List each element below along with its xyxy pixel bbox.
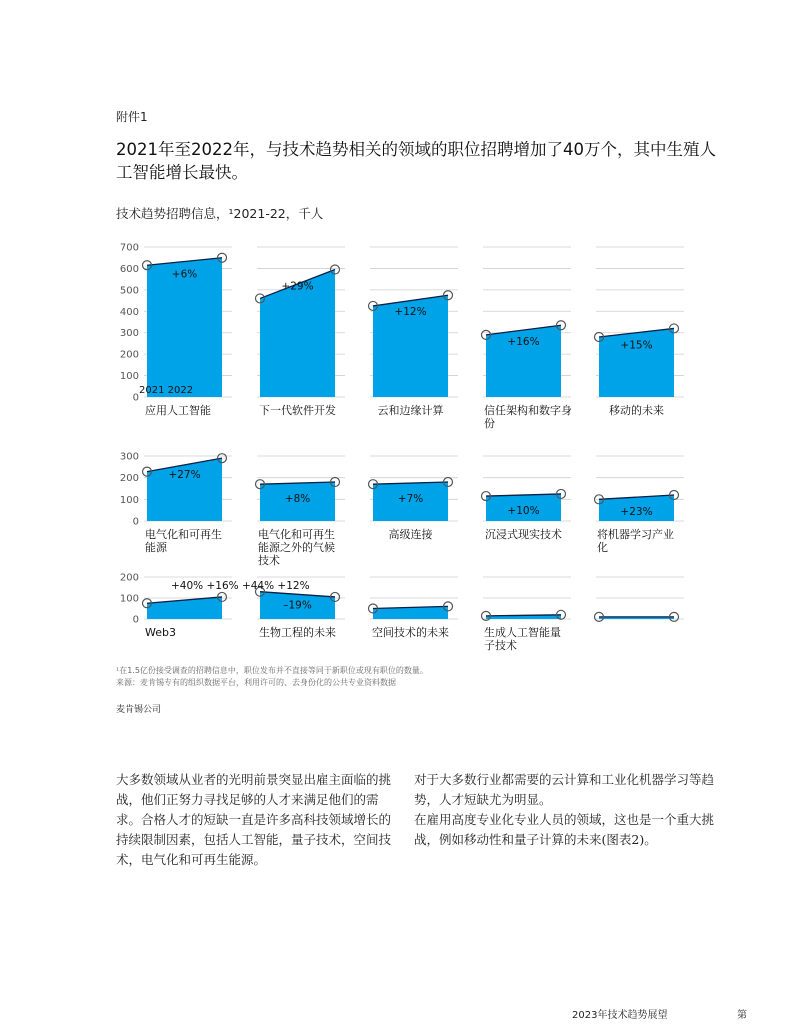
body-paragraph: 大多数领域从业者的光明前景突显出雇主面临的挑战，他们正努力寻找足够的人才来满足他们的需求。合格人才的短缺一直是许多高科技领域增长的持续限制因素，包括人工智能，量子技术，空间技术，电气化和可再生能源。	[116, 772, 392, 867]
change-labels-annotation: +40% +16% +44% +12%	[171, 580, 310, 592]
y-tick-label: 0	[132, 516, 139, 528]
change-label: +12%	[394, 306, 427, 319]
change-label: +7%	[397, 493, 424, 505]
y-tick-label: 0	[132, 392, 139, 404]
y-tick-label: 600	[119, 263, 139, 275]
y-tick-label: 300	[119, 328, 139, 340]
panel-label: Web3	[145, 626, 176, 639]
body-text-left	[116, 770, 394, 870]
change-label: +10%	[507, 504, 540, 517]
y-tick-label: 500	[119, 285, 139, 297]
change-label: +6%	[171, 268, 198, 281]
footnote	[116, 665, 736, 689]
change-label: +23%	[620, 506, 653, 518]
panel-label: 电气化和可再生	[145, 528, 222, 541]
area-fill	[147, 458, 222, 521]
y-tick-label: 200	[119, 349, 139, 361]
panel-label: 高级连接	[388, 528, 433, 541]
chart-subtitle: 技术趋势招聘信息，¹2021-22，千人	[116, 206, 324, 221]
change-label: +8%	[284, 493, 311, 505]
panel-label: 移动的未来	[609, 404, 664, 417]
change-label: +16%	[507, 336, 540, 349]
panel-label: 空间技术的未来	[372, 626, 449, 639]
page-title: 2021年至2022年，与技术趋势相关的领域的职位招聘增加了40万个，其中生殖人工智能增长最快。	[116, 140, 716, 182]
panel-label: 能源	[145, 541, 167, 554]
panel-label: 信任架构和数字身	[484, 404, 572, 417]
y-tick-label: 200	[119, 473, 139, 485]
y-tick-label: 200	[119, 572, 139, 584]
panel-label: 应用人工智能	[145, 404, 211, 417]
panel-label: 子技术	[484, 639, 517, 652]
panel-label: 云和边缘计算	[377, 404, 444, 417]
panel-label: 生成人工智能量	[484, 626, 561, 639]
change-label: +15%	[620, 339, 653, 352]
panel-label: 沉浸式现实技术	[485, 528, 562, 541]
y-tick-label: 700	[119, 242, 139, 254]
panel-label: 将机器学习产业	[597, 528, 674, 541]
y-tick-label: 100	[119, 593, 139, 605]
panel-label: 生物工程的未来	[259, 626, 336, 639]
y-tick-label: 100	[119, 371, 139, 383]
panel-label: 能源之外的气候	[258, 541, 335, 554]
y-tick-label: 0	[132, 614, 139, 626]
body-text-right	[414, 770, 734, 850]
footnote-line-1: ¹在1.5亿份接受调查的招聘信息中，职位发布并不直接等同于新职位或现有职位的数量。	[116, 666, 428, 675]
panel-label: 技术	[258, 554, 280, 567]
body-paragraph: 在雇用高度专业化专业人员的领域，这也是一个重大挑战，例如移动性和量子计算的未来(图表2)。	[414, 812, 715, 847]
panel-label: 份	[484, 417, 495, 430]
y-tick-label: 400	[119, 306, 139, 318]
panel-label: 下一代软件开发	[259, 404, 336, 417]
y-tick-label: 100	[119, 494, 139, 506]
change-label: +27%	[168, 469, 201, 482]
year-legend: 2021 2022	[139, 385, 194, 396]
footer-title: 2023年技术趋势展望	[572, 1010, 668, 1021]
change-label: +29%	[281, 280, 314, 293]
body-paragraph: 对于大多数行业都需要的云计算和工业化机器学习等趋势，人才短缺尤为明显。	[414, 772, 715, 807]
company-name: 麦肯锡公司	[116, 705, 162, 715]
exhibit-label: 附件1	[116, 110, 148, 124]
footer-page-number: 第	[737, 1010, 747, 1021]
y-tick-label: 300	[119, 451, 139, 463]
footnote-source: 来源：麦肯锡专有的组织数据平台，利用许可的、去身份化的公共专业资料数据	[116, 678, 396, 687]
panel-label: 化	[597, 541, 608, 554]
change-label: –19%	[283, 599, 312, 612]
panel-label: 电气化和可再生	[258, 528, 335, 541]
